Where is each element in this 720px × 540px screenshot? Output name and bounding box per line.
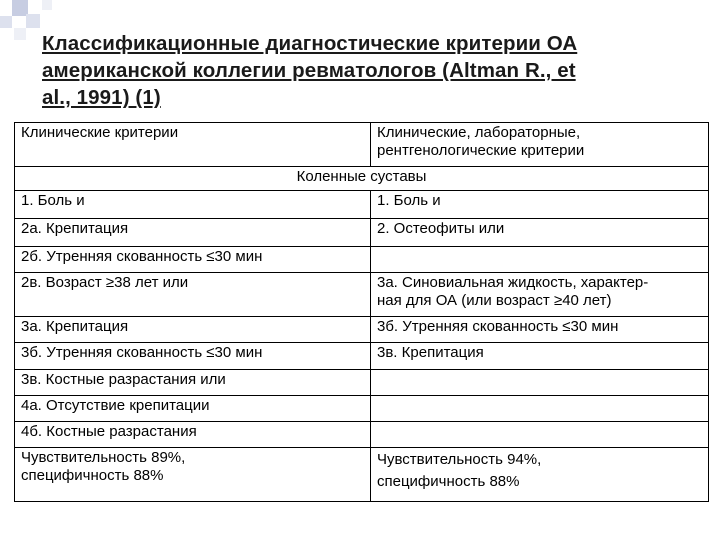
cell-right: 3в. Крепитация xyxy=(371,343,709,370)
table-row xyxy=(15,273,709,317)
cell-right xyxy=(371,370,709,396)
table-row xyxy=(15,317,709,343)
cell-right: 1. Боль и xyxy=(371,191,709,219)
cell-left: 4а. Отсутствие крепитации xyxy=(15,396,371,422)
cell-right-line-1: 3а. Синовиальная жидкость, характер- xyxy=(377,274,649,291)
cell-left: 1. Боль и xyxy=(15,191,371,219)
footer-right-line-2: специфичность 88% xyxy=(377,473,520,490)
decorative-square xyxy=(14,28,26,40)
table-row xyxy=(15,343,709,370)
footer-combined-stats xyxy=(371,448,709,502)
footer-left-line-2: специфичность 88% xyxy=(21,467,164,484)
footer-left-line-1: Чувствительность 89%, xyxy=(21,449,186,466)
cell-right xyxy=(371,422,709,448)
cell-right xyxy=(371,273,709,317)
decorative-square xyxy=(42,0,52,10)
cell-right-line-2: ная для ОА (или возраст ≥40 лет) xyxy=(377,292,612,309)
cell-right: 3б. Утренняя скованность ≤30 мин xyxy=(371,317,709,343)
title-line-2: американской коллегии ревматологов (Altman R., et xyxy=(42,59,576,82)
header-combined-criteria xyxy=(371,123,709,167)
table-header-row xyxy=(15,123,709,167)
cell-right: 2. Остеофиты или xyxy=(371,219,709,247)
table-row xyxy=(15,219,709,247)
cell-left: 2а. Крепитация xyxy=(15,219,371,247)
header-clinical-criteria: Клинические критерии xyxy=(15,123,371,167)
header-combined-line-1: Клинические, лабораторные, xyxy=(377,124,581,141)
cell-left: 3в. Костные разрастания или xyxy=(15,370,371,396)
cell-left: 4б. Костные разрастания xyxy=(15,422,371,448)
footer-right-line-1: Чувствительность 94%, xyxy=(377,451,542,468)
page-title xyxy=(42,30,692,111)
title-line-1: Классификационные диагностические критерии ОА xyxy=(42,32,578,55)
cell-left: 2в. Возраст ≥38 лет или xyxy=(15,273,371,317)
table-row xyxy=(15,247,709,273)
decorative-square xyxy=(12,0,28,16)
table-row xyxy=(15,370,709,396)
header-combined-line-2: рентгенологические критерии xyxy=(377,142,585,159)
title-line-3: al., 1991) (1) xyxy=(42,86,161,109)
cell-right xyxy=(371,396,709,422)
table-footer-row xyxy=(15,448,709,502)
table-row xyxy=(15,396,709,422)
decorative-square xyxy=(26,14,40,28)
cell-left: 3а. Крепитация xyxy=(15,317,371,343)
table-row xyxy=(15,422,709,448)
criteria-table xyxy=(14,122,709,502)
section-row xyxy=(15,167,709,191)
footer-clinical-stats xyxy=(15,448,371,502)
table-row xyxy=(15,191,709,219)
cell-right xyxy=(371,247,709,273)
section-knee-joints: Коленные суставы xyxy=(15,167,709,191)
cell-left: 3б. Утренняя скованность ≤30 мин xyxy=(15,343,371,370)
decorative-square xyxy=(0,16,12,28)
cell-left: 2б. Утренняя скованность ≤30 мин xyxy=(15,247,371,273)
